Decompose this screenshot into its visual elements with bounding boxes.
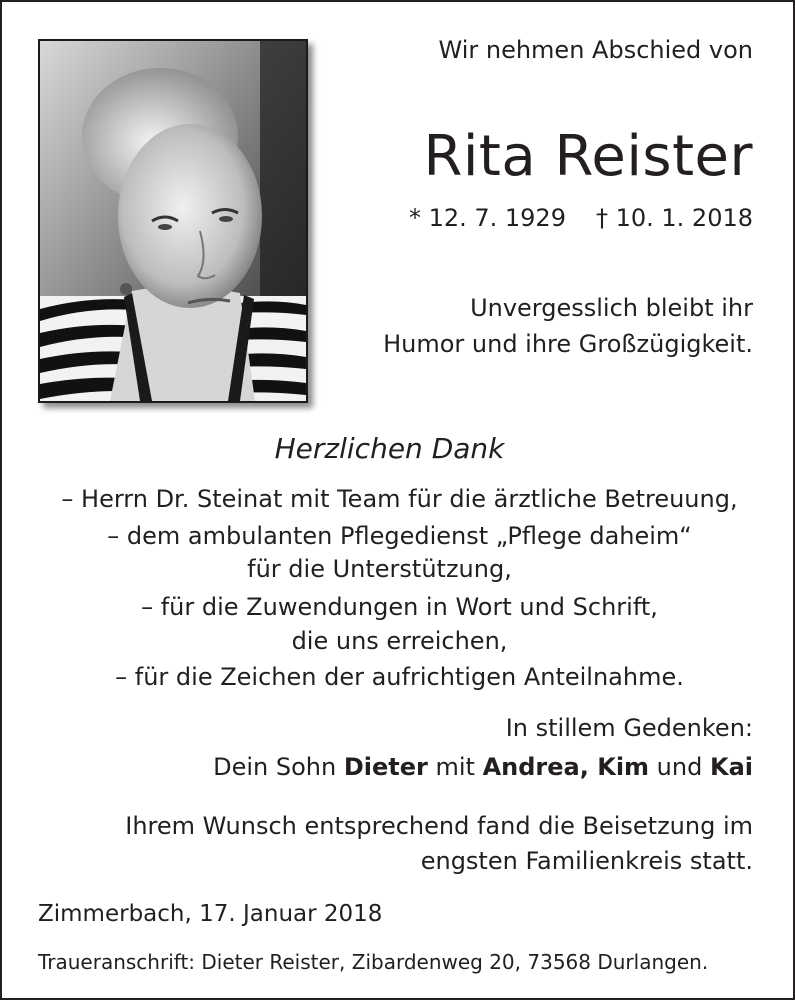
quote-line-2: Humor und ihre Großzügigkeit. bbox=[383, 330, 753, 358]
thanks-line: – für die Zeichen der aufrichtigen Anteilnahme. bbox=[115, 663, 684, 691]
thanks-line: die uns erreichen, bbox=[291, 627, 508, 655]
thanks-line: – für die Zuwendungen in Wort und Schrift, bbox=[141, 593, 658, 621]
intro-text: Wir nehmen Abschied von bbox=[438, 36, 753, 64]
mourning-address: Traueranschrift: Dieter Reister, Zibardenweg 20, 73568 Durlangen. bbox=[38, 950, 709, 974]
son-name: Dieter bbox=[343, 753, 428, 781]
deceased-name: Rita Reister bbox=[423, 124, 753, 189]
family-signature bbox=[213, 753, 753, 781]
death-date: † 10. 1. 2018 bbox=[595, 204, 753, 232]
burial-info-line-2: engsten Familienkreis statt. bbox=[420, 847, 753, 875]
signature-and: und bbox=[649, 753, 710, 781]
thanks-heading: Herzlichen Dank bbox=[274, 432, 505, 465]
burial-info-line-1: Ihrem Wunsch entsprechend fand die Beisetzung im bbox=[125, 812, 753, 840]
birth-date: * 12. 7. 1929 bbox=[408, 204, 566, 232]
quote-line-1: Unvergesslich bleibt ihr bbox=[470, 294, 753, 322]
family-names: Andrea, Kim bbox=[482, 753, 650, 781]
signature-prefix: Dein Sohn bbox=[213, 753, 344, 781]
place-date: Zimmerbach, 17. Januar 2018 bbox=[38, 901, 383, 927]
portrait-image bbox=[40, 41, 306, 401]
thanks-line: für die Unterstützung, bbox=[247, 555, 512, 583]
portrait-photo bbox=[38, 39, 308, 403]
thanks-line: – dem ambulanten Pflegedienst „Pflege daheim“ bbox=[107, 522, 692, 550]
life-dates bbox=[409, 204, 753, 232]
signature-with: mit bbox=[427, 753, 483, 781]
thanks-line: – Herrn Dr. Steinat mit Team für die ärztliche Betreuung, bbox=[61, 485, 738, 513]
memorial-line: In stillem Gedenken: bbox=[505, 714, 753, 742]
grandchild-name: Kai bbox=[709, 753, 753, 781]
